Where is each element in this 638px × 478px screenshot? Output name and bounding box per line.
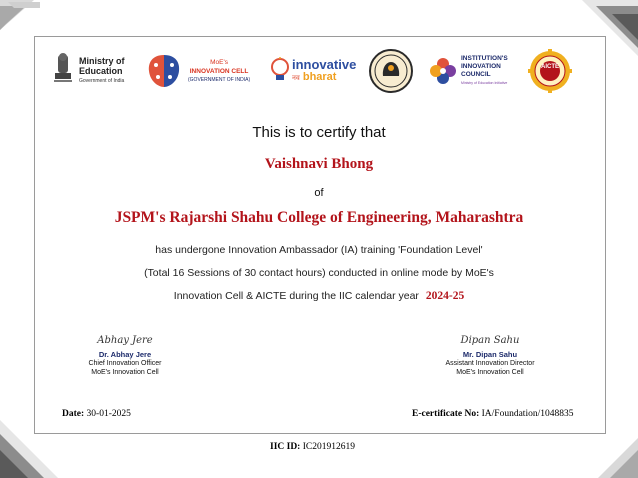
hand-emblem-icon: [368, 48, 414, 94]
of-text: of: [314, 187, 324, 199]
certificate-heading: This is to certify that: [252, 124, 386, 141]
iic-flower-icon: [428, 56, 458, 86]
ecertificate-number: [412, 409, 573, 419]
moe-logo-line2: Education: [79, 66, 123, 76]
left-signature: Abhay Jere: [97, 335, 153, 346]
innovative-bharat-logo: [270, 46, 362, 96]
innovative-bharat-prefix: नव: [292, 74, 300, 82]
innovative-bharat-line2: bharat: [302, 70, 337, 83]
left-signatory-name: Dr. Abhay Jere: [98, 350, 152, 359]
moe-logo-line3: Government of India: [79, 78, 125, 84]
innovation-cell-line2: INNOVATION CELL: [189, 67, 249, 75]
aicte-label: AICTE: [541, 64, 559, 70]
institution-name: JSPM's Rajarshi Shahu College of Engineering, Maharashtra: [114, 209, 524, 226]
left-signatory-title1: Chief Innovation Officer: [88, 360, 162, 367]
lightbulb-icon: [270, 57, 290, 85]
innovation-cell-logo: [144, 46, 262, 96]
right-signature: Dipan Sahu: [460, 335, 520, 346]
body-line-2: (Total 16 Sessions of 30 contact hours) conducted in online mode by MoE's: [144, 267, 494, 279]
ecert-value: IA/Foundation/1048835: [481, 409, 574, 419]
iic-id-label: IIC ID:: [270, 442, 301, 452]
aicte-logo: [528, 46, 572, 96]
innovative-bharat-line1: innovative: [292, 56, 357, 72]
aicte-gear-icon: [528, 49, 572, 93]
right-signatory-title1: Assistant Innovation Director: [445, 360, 535, 367]
body-line-3: [0, 290, 638, 302]
left-signatory-title2: MoE's Innovation Cell: [91, 369, 159, 376]
moe-logo-line1: Ministry of: [79, 56, 125, 66]
iic-id-value: IC201912619: [302, 442, 355, 452]
recipient-name: Vaishnavi Bhong: [264, 156, 374, 172]
national-emblem-icon: [52, 51, 74, 91]
iic-id: [270, 442, 355, 452]
calendar-year: 2024-25: [425, 290, 465, 302]
right-signatory: [425, 336, 555, 377]
left-signatory: [70, 336, 180, 377]
circular-emblem-logo: [368, 46, 416, 96]
body-line-1: has undergone Innovation Ambassador (IA) training 'Foundation Level': [155, 244, 483, 256]
iic-line2: INNOVATION: [461, 63, 501, 70]
date-label: Date:: [62, 409, 85, 419]
right-signatory-title2: MoE's Innovation Cell: [456, 369, 524, 376]
iic-line4: Ministry of Education Initiative: [461, 81, 508, 85]
body-line-3-text: Innovation Cell & AICTE during the IIC calendar year: [173, 290, 419, 302]
ecert-label: E-certificate No:: [412, 409, 480, 419]
innovation-cell-line3: (GOVERNMENT OF INDIA): [188, 76, 251, 83]
iic-line1: INSTITUTION'S: [461, 55, 508, 62]
iic-line3: COUNCIL: [461, 71, 491, 78]
moe-logo: [52, 46, 142, 96]
iic-logo: [428, 46, 524, 96]
date-value: 30-01-2025: [86, 409, 131, 419]
right-signatory-name: Mr. Dipan Sahu: [462, 350, 518, 359]
innovation-cell-line1: MoE's: [210, 58, 228, 66]
brain-icon: [144, 51, 184, 91]
certificate-date: [62, 409, 131, 419]
